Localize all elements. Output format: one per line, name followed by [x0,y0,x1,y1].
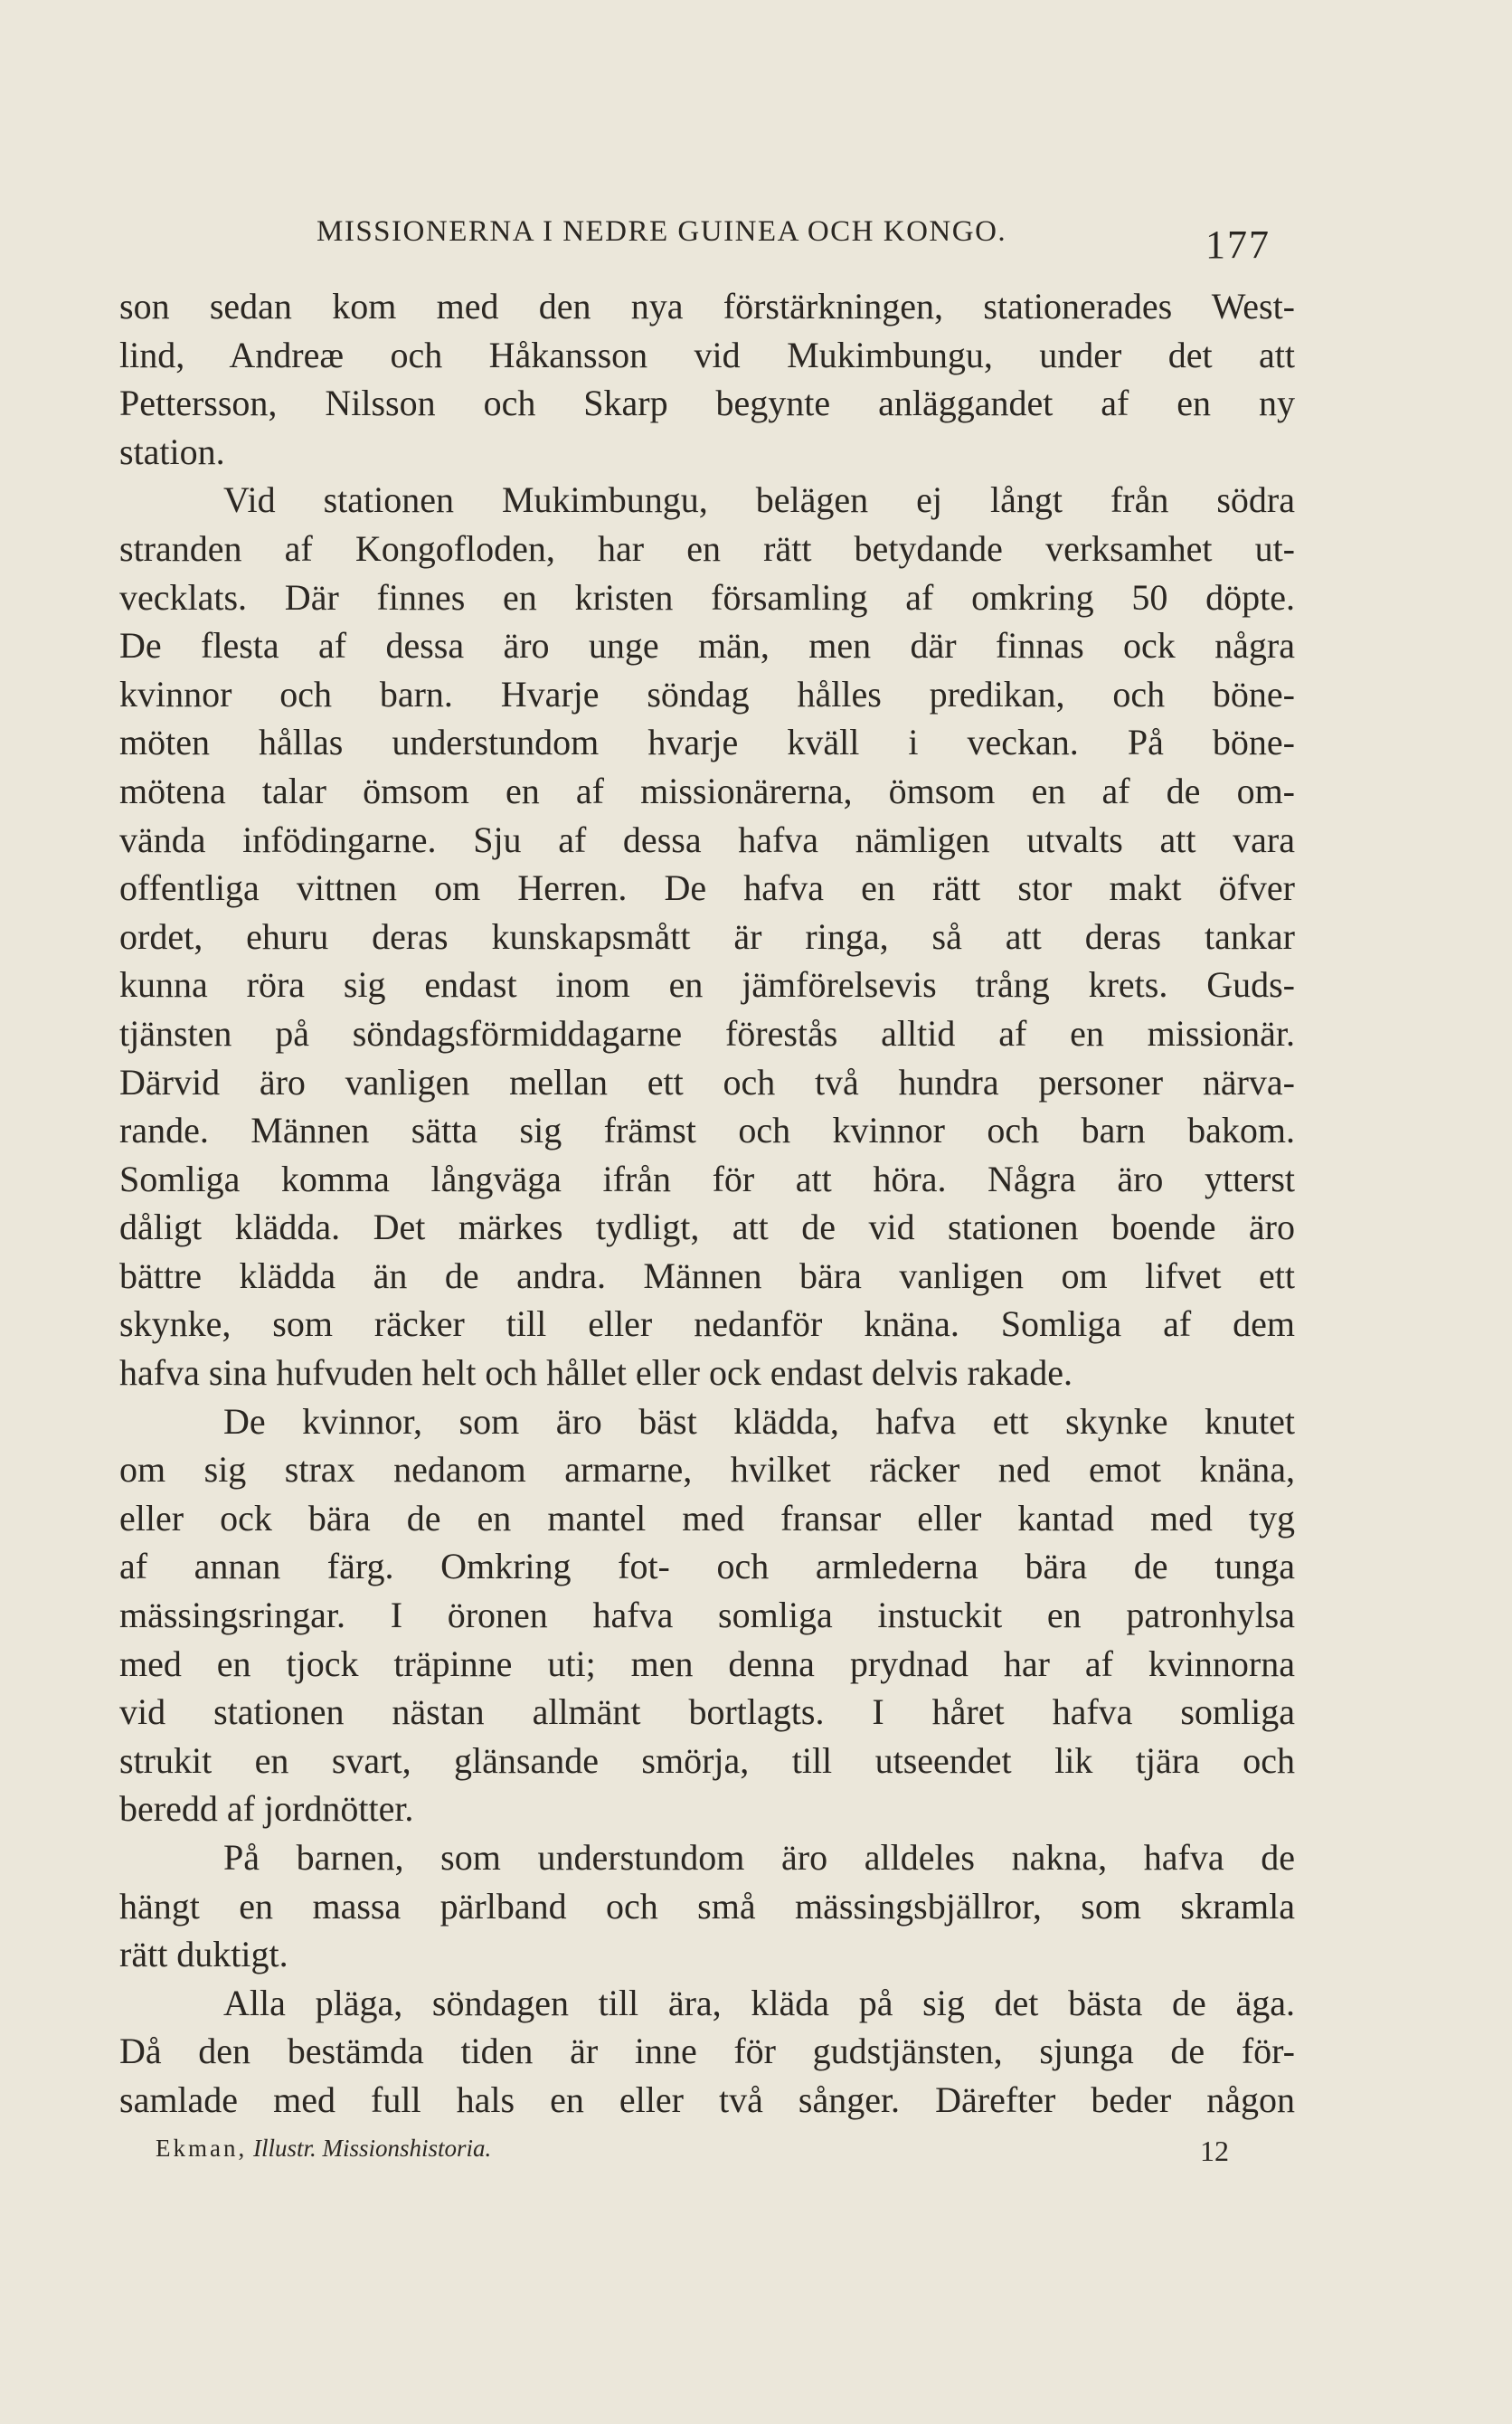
text-line: rande. Männen sätta sig främst och kvinnor och barn bakom. [119,1110,1295,1151]
text-line: mötena talar ömsom en af missionärerna, ömsom en af de om- [119,770,1295,811]
page-number: 177 [1205,223,1271,267]
text-line: skynke, som räcker till eller nedanför knäna. Somliga af dem [119,1303,1295,1345]
footer-citation [156,2135,491,2163]
text-line: De kvinnor, som äro bäst klädda, hafva ett skynke knutet [223,1400,1295,1442]
text-line: dåligt klädda. Det märkes tydligt, att de vid stationen boende äro [119,1207,1295,1248]
text-line: strukit en svart, glänsande smörja, till utseendet lik tjära och [119,1739,1295,1781]
text-line: son sedan kom med den nya förstärkningen, stationerades West- [119,286,1295,327]
running-header: MISSIONERNA I NEDRE GUINEA OCH KONGO. [317,215,1007,248]
text-line: vecklats. Där finnes en kristen församling af omkring 50 döpte. [119,576,1295,618]
text-line: Alla pläga, söndagen till ära, kläda på sig det bästa de äga. [223,1982,1295,2023]
text-line: station. [119,431,225,472]
footer-book-title: Illustr. Missionshistoria. [252,2135,492,2162]
text-line: samlade med full hals en eller två sånger. Därefter beder någon [119,2078,1295,2120]
text-line: Pettersson, Nilsson och Skarp begynte anläggandet af en ny [119,383,1295,424]
text-line: eller ock bära de en mantel med fransar eller kantad med tyg [119,1497,1295,1539]
text-line: rätt duktigt. [119,1934,288,1975]
text-line: De flesta af dessa äro unge män, men där finnas ock några [119,625,1295,667]
text-line: hafva sina hufvuden helt och hållet eller ock endast delvis rakade. [119,1352,1073,1394]
text-line: Då den bestämda tiden är inne för gudstjänsten, sjunga de för- [119,2031,1295,2072]
text-line: Somliga komma långväga ifrån för att höra. Några äro ytterst [119,1158,1295,1199]
text-line: mässingsringar. I öronen hafva somliga instuckit en patronhylsa [119,1595,1295,1636]
body-text [119,282,1295,2125]
signature-mark: 12 [1200,2135,1229,2167]
text-line: möten hållas understundom hvarje kväll i veckan. På böne- [119,722,1295,763]
text-line: tjänsten på söndagsförmiddagarne förestås alltid af en missionär. [119,1012,1295,1054]
text-line: af annan färg. Omkring fot- och armlederna bära de tunga [119,1546,1295,1587]
text-line: lind, Andreæ och Håkansson vid Mukimbungu, under det att [119,334,1295,375]
text-line: om sig strax nedanom armarne, hvilket räcker ned emot knäna, [119,1449,1295,1491]
text-line: bättre klädda än de andra. Männen bära vanligen om lifvet ett [119,1255,1295,1296]
text-line: offentliga vittnen om Herren. De hafva en rätt stor makt öfver [119,867,1295,909]
text-line: Därvid äro vanligen mellan ett och två hundra personer närva- [119,1061,1295,1103]
text-line: ordet, ehuru deras kunskapsmått är ringa, så att deras tankar [119,915,1295,957]
text-line: stranden af Kongofloden, har en rätt betydande verksamhet ut- [119,527,1295,569]
text-line: kvinnor och barn. Hvarje söndag hålles predikan, och böne- [119,673,1295,715]
text-line: vända infödingarne. Sju af dessa hafva nämligen utvalts att vara [119,819,1295,860]
text-line: hängt en massa pärlband och små mässingsbjällror, som skramla [119,1885,1295,1927]
text-line: Vid stationen Mukimbungu, belägen ej långt från södra [223,479,1295,521]
text-line: vid stationen nästan allmänt bortlagts. I håret hafva somliga [119,1691,1295,1733]
footer-author: Ekman, [156,2135,248,2162]
text-line: med en tjock träpinne uti; men denna prydnad har af kvinnorna [119,1643,1295,1684]
text-line: kunna röra sig endast inom en jämförelsevis trång krets. Guds- [119,964,1295,1006]
text-line: På barnen, som understundom äro alldeles nakna, hafva de [223,1837,1295,1878]
text-line: beredd af jordnötter. [119,1788,414,1830]
